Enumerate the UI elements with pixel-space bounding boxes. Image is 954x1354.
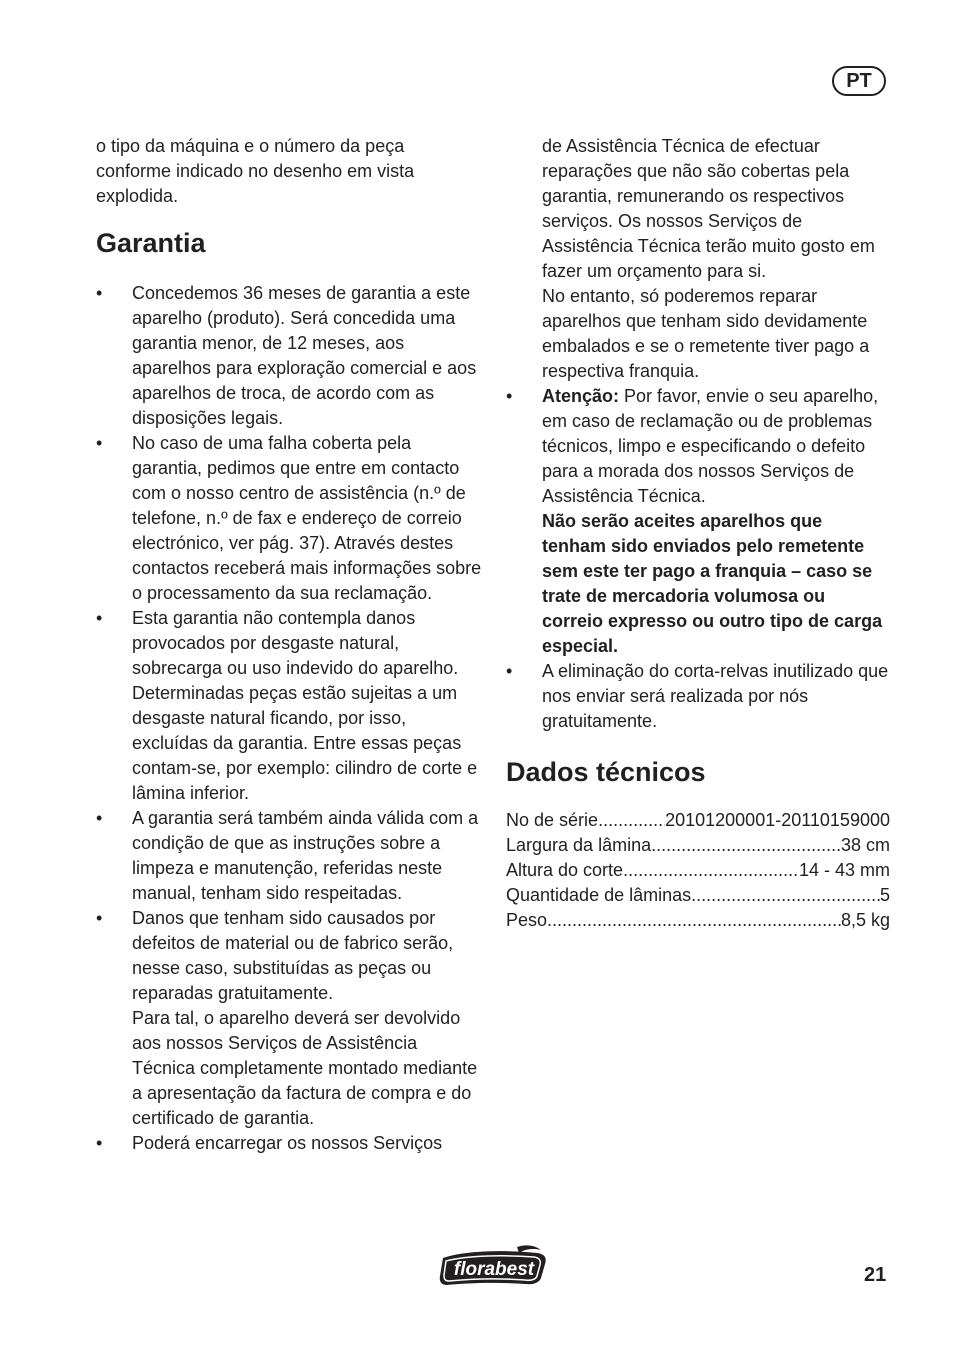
spec-label: Peso [506,910,548,930]
attention-warning: Não serão aceites aparelhos que tenham sido enviados pelo remetente sem este ter pago a franquia – caso se trate de mercadoria volumosa ou correio expresso ou outro tipo de carga especial. [542,511,883,656]
spec-row [506,908,890,933]
bullet-icon: • [96,608,103,628]
bullet-icon: • [96,808,103,828]
leader-dots [598,808,665,833]
left-column [96,134,482,1156]
spec-label: Quantidade de lâminas [506,885,692,905]
logo-wordmark: florabest [453,1259,535,1280]
list-item-text: Para tal, o aparelho deverá ser devolvido aos nossos Serviços de Assistência Técnica completamente montado mediante a apresentação da factura de compra e do certificado de garantia. [132,1008,478,1128]
spec-value: 38 cm [840,835,890,855]
list-item-text: A eliminação do corta-relvas inutilizado que nos enviar será realizada por nós gratuitamente. [542,661,889,731]
leader-dots [623,858,799,883]
spec-table [506,808,890,933]
bullet-icon: • [506,386,513,406]
list-item-text: Danos que tenham sido causados por defeitos de material ou de fabrico serão, nesse caso, substituídas as peças ou reparadas gratuitamente. [132,908,454,1003]
language-badge [832,66,886,96]
list-item [96,606,482,806]
warranty-list-continued [506,384,890,734]
continued-paragraph: de Assistência Técnica de efectuar reparações que não são cobertas pela garantia, remunerando os respectivos serviços. Os nossos Serviços de Assistência Técnica terão muito gosto em fazer um orçamento para si. [542,136,875,281]
bullet-icon: • [506,661,513,681]
spec-label: Largura da lâmina [506,835,652,855]
list-item [96,806,482,906]
language-code: PT [846,70,872,92]
intro-paragraph: o tipo da máquina e o número da peça conforme indicado no desenho em vista explodida. [96,136,415,206]
list-item [96,906,482,1131]
page-number: 21 [864,1264,887,1286]
list-item-text: No caso de uma falha coberta pela garantia, pedimos que entre em contacto com o nosso centro de assistência (n.º de telefone, n.º de fax e endereço de correio electrónico, ver pág. 37). Através destes contactos receberá mais informações sobre o processamento da sua reclamação. [132,433,482,603]
bullet-icon: • [96,433,103,453]
bullet-icon: • [96,908,103,928]
section-heading-dados-tecnicos: Dados técnicos [506,757,706,787]
bullet-icon: • [96,1133,103,1153]
leader-dots [651,833,841,858]
right-column [506,134,890,933]
florabest-logo [437,1244,551,1288]
spec-value: 5 [879,885,890,905]
spec-label: Altura do corte [506,860,624,880]
bullet-icon: • [96,283,103,303]
list-item-text: Concedemos 36 meses de garantia a este aparelho (produto). Será concedida uma garantia menor, de 12 meses, aos aparelhos para exploração comercial e aos aparelhos de troca, de acordo com as disposições legais. [132,283,477,428]
section-heading-garantia: Garantia [96,228,206,258]
list-item-text: Esta garantia não contempla danos provocados por desgaste natural, sobrecarga ou uso indevido do aparelho. Determinadas peças estão sujeitas a um desgaste natural ficando, por isso, excluídas da garantia. Entre essas peças contam-se, por exemplo: cilindro de corte e lâmina inferior. [132,608,478,803]
list-item [506,384,890,659]
spec-row [506,808,890,833]
leader-dots [547,908,841,933]
list-item [506,659,890,734]
spec-value: 14 - 43 mm [798,860,890,880]
list-item-text: Poderá encarregar os nossos Serviços [132,1133,443,1153]
leader-dots [691,883,880,908]
spec-value: 20101200001-20110159000 [665,810,890,830]
spec-row [506,858,890,883]
attention-text: Por favor, envie o seu aparelho, em caso de reclamação ou de problemas técnicos, limpo e especificando o defeito para a morada dos nossos Serviços de Assistência Técnica. [542,386,879,506]
spec-value: 8,5 kg [840,910,890,930]
spec-label: No de série [506,810,599,830]
list-item [96,281,482,431]
list-item-text: A garantia será também ainda válida com a condição de que as instruções sobre a limpeza e manutenção, referidas neste manual, tenham sido respeitadas. [132,808,479,903]
list-item [96,431,482,606]
continued-paragraph: No entanto, só poderemos reparar aparelhos que tenham sido devidamente embalados e se o remetente tiver pago a respectiva franquia. [542,286,870,381]
spec-row [506,833,890,858]
attention-label: Atenção: [542,386,620,406]
list-item [96,1131,482,1156]
spec-row [506,883,890,908]
warranty-list [96,281,482,1156]
